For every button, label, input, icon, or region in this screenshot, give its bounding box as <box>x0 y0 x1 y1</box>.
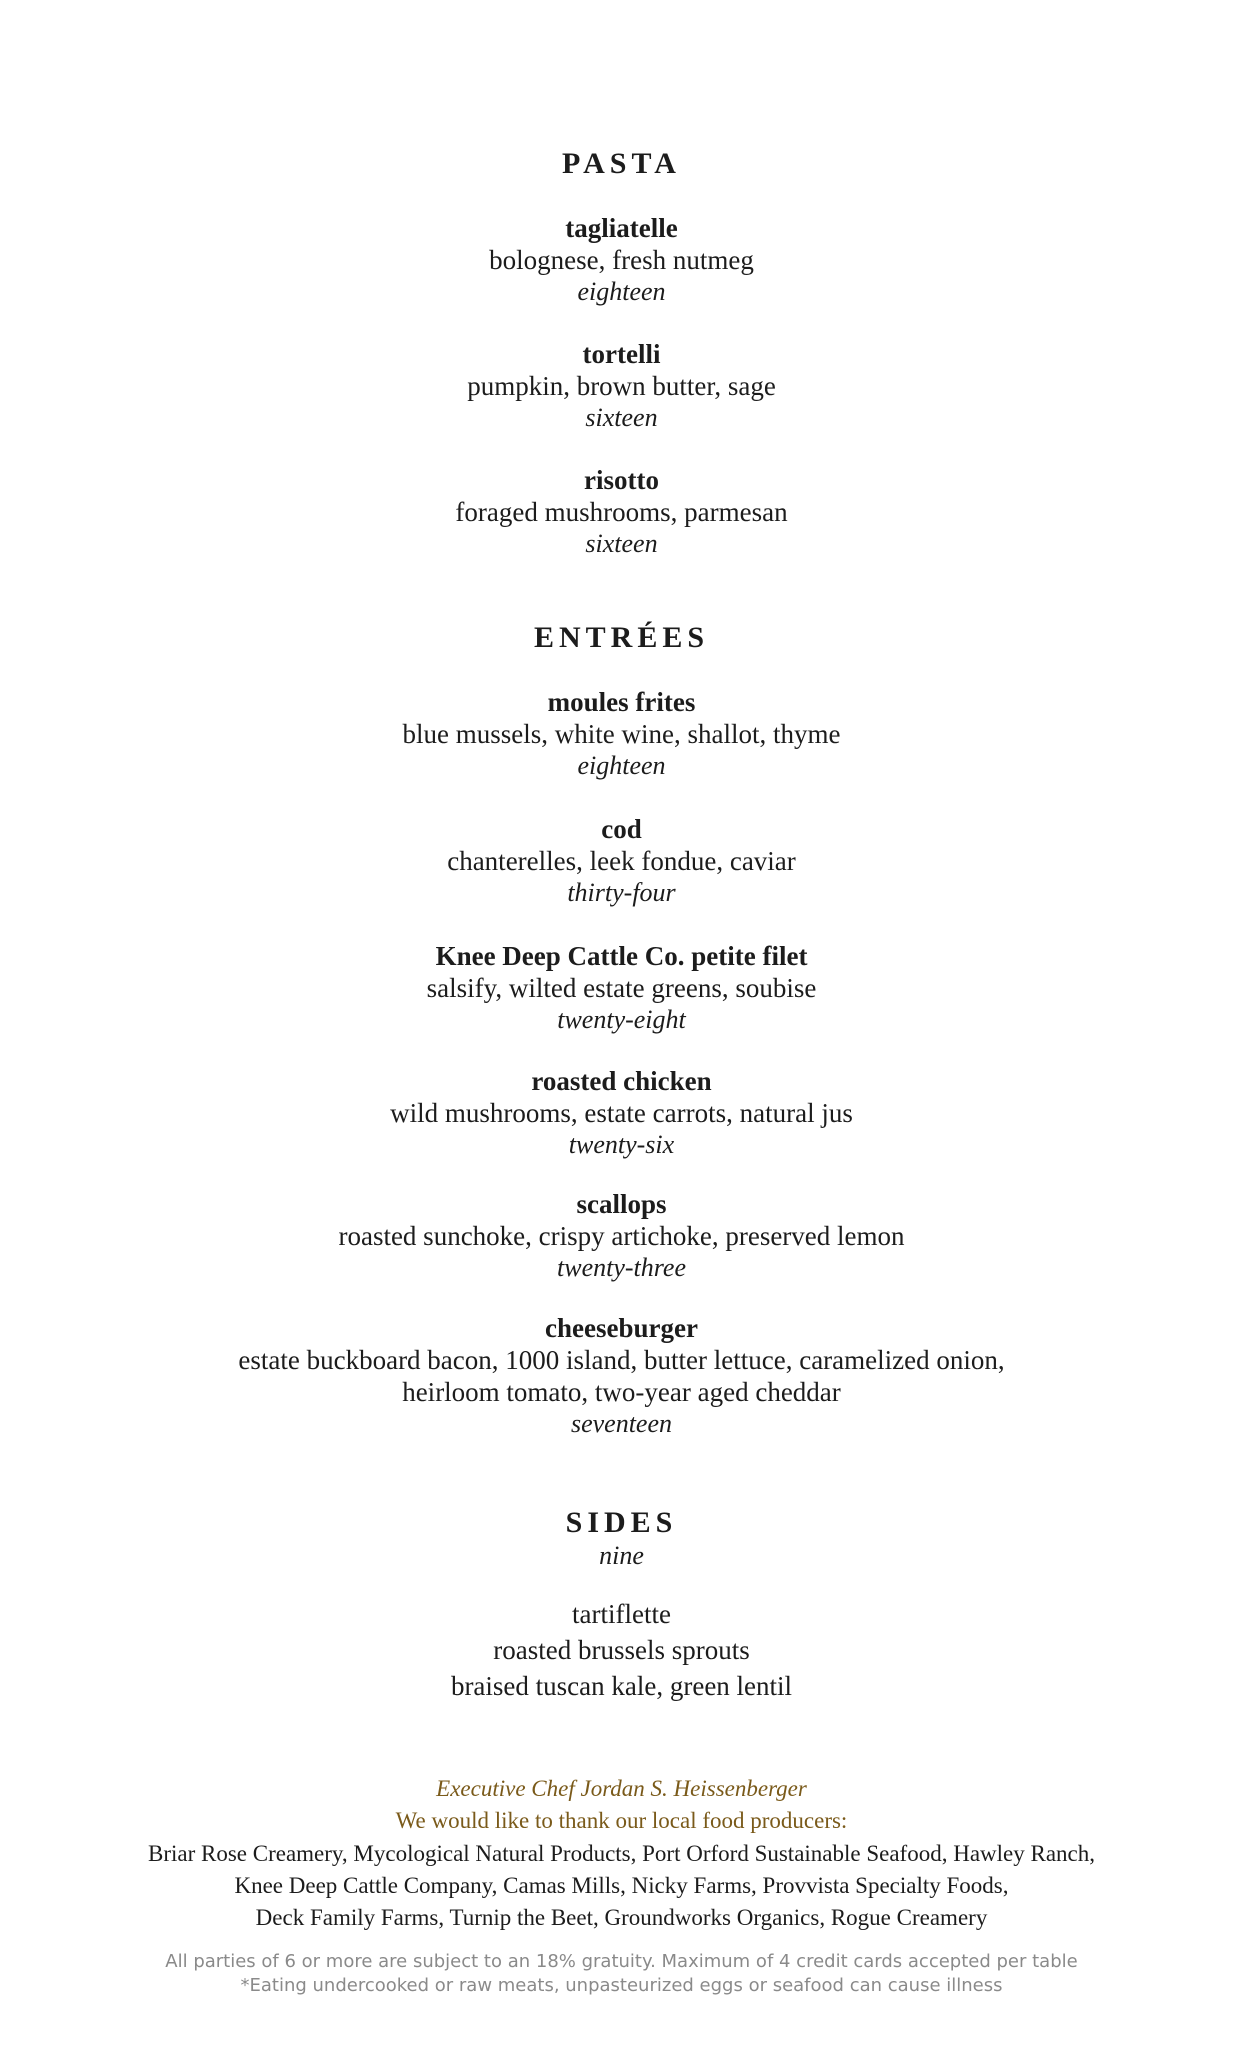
dish-description: foraged mushrooms, parmesan <box>455 497 788 527</box>
dish-description: roasted sunchoke, crispy artichoke, preserved lemon <box>338 1221 905 1251</box>
producers-line: Briar Rose Creamery, Mycological Natural Products, Port Orford Sustainable Seafood, Hawley Ranch, <box>147 1841 1096 1866</box>
sides-price: nine <box>599 1541 644 1570</box>
dish-name: tortelli <box>582 339 661 369</box>
entrees-heading: ENTRÉES <box>533 621 710 654</box>
sides-heading: SIDES <box>565 1506 678 1539</box>
menu-item-scallops <box>0 1188 1243 1284</box>
dish-price: twenty-six <box>568 1130 675 1159</box>
dish-price: sixteen <box>585 403 658 432</box>
producers-line: Deck Family Farms, Turnip the Beet, Groundworks Organics, Rogue Creamery <box>255 1905 988 1930</box>
menu-item-petite-filet <box>0 940 1243 1036</box>
menu-item-risotto <box>0 464 1243 560</box>
dish-price: seventeen <box>570 1409 673 1438</box>
dish-price: twenty-three <box>557 1253 686 1282</box>
dish-name: cheeseburger <box>545 1313 698 1343</box>
producers-thanks: We would like to thank our local food producers: <box>395 1808 848 1833</box>
dish-description: salsify, wilted estate greens, soubise <box>426 973 817 1003</box>
side-item: braised tuscan kale, green lentil <box>450 1671 793 1701</box>
dish-price: twenty-eight <box>557 1005 686 1034</box>
dish-price: eighteen <box>577 751 666 780</box>
menu-item-moules-frites <box>0 686 1243 782</box>
dish-price: eighteen <box>577 277 666 306</box>
dish-name: scallops <box>576 1189 667 1219</box>
menu-item-tagliatelle <box>0 212 1243 308</box>
side-item: tartiflette <box>572 1599 671 1629</box>
dish-name: cod <box>601 814 642 844</box>
dish-name: risotto <box>584 465 659 495</box>
menu-item-roasted-chicken <box>0 1065 1243 1161</box>
dish-price: sixteen <box>585 529 658 558</box>
pasta-heading: PASTA <box>562 147 681 180</box>
dish-description-line: estate buckboard bacon, 1000 island, butter lettuce, caramelized onion, <box>238 1345 1005 1375</box>
dish-description: wild mushrooms, estate carrots, natural jus <box>390 1098 853 1128</box>
dish-description: pumpkin, brown butter, sage <box>467 371 776 401</box>
menu-item-cod <box>0 813 1243 909</box>
executive-chef-credit: Executive Chef Jordan S. Heissenberger <box>436 1776 807 1801</box>
producers-line: Knee Deep Cattle Company, Camas Mills, Nicky Farms, Provvista Specialty Foods, <box>234 1873 1009 1898</box>
dish-name: moules frites <box>547 687 696 717</box>
dish-name: tagliatelle <box>565 213 678 243</box>
dish-name: Knee Deep Cattle Co. petite filet <box>435 941 808 971</box>
dish-description-line: heirloom tomato, two-year aged cheddar <box>402 1377 841 1407</box>
health-warning: *Eating undercooked or raw meats, unpasteurized eggs or seafood can cause illness <box>240 1975 1003 1996</box>
dish-description: chanterelles, leek fondue, caviar <box>447 846 796 876</box>
gratuity-note: All parties of 6 or more are subject to an 18% gratuity. Maximum of 4 credit cards accepted per table <box>165 1951 1078 1972</box>
menu-item-tortelli <box>0 338 1243 434</box>
dish-description: blue mussels, white wine, shallot, thyme <box>402 719 841 749</box>
side-item: roasted brussels sprouts <box>493 1635 750 1665</box>
menu-item-cheeseburger <box>0 1312 1243 1440</box>
dish-description: bolognese, fresh nutmeg <box>489 245 754 275</box>
dish-price: thirty-four <box>567 878 676 907</box>
dish-name: roasted chicken <box>531 1066 712 1096</box>
